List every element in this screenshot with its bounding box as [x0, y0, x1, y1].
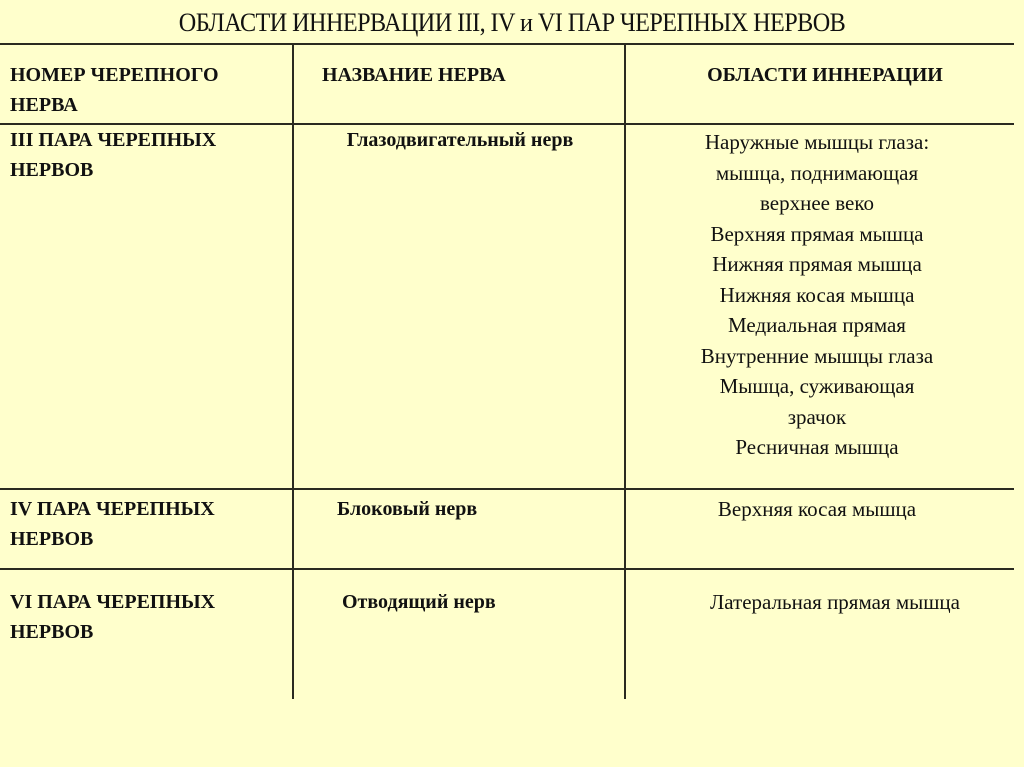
area-item: Медиальная прямая	[728, 313, 906, 337]
area-item: Верхняя прямая мышца	[710, 221, 924, 246]
nerve-name-cell: Отводящий нерв	[342, 591, 496, 613]
nerve-name-cell: Глазодвигательный нерв	[346, 129, 574, 151]
header-innervation-areas: ОБЛАСТИ ИННЕРАЦИИ	[707, 64, 943, 86]
pair-cell: IV ПАРА ЧЕРЕПНЫХ НЕРВОВ	[10, 498, 215, 550]
header-nerve-name: НАЗВАНИЕ НЕРВА	[322, 64, 506, 86]
area-item: Латеральная прямая мышца	[710, 590, 960, 614]
area-item: Наружные мышцы глаза:	[704, 130, 930, 154]
column-divider	[292, 43, 294, 699]
row-divider	[0, 488, 1014, 490]
row-divider	[0, 568, 1014, 570]
area-item: Мышца, суживающая	[719, 374, 915, 398]
area-item: зрачок	[787, 404, 847, 429]
area-item: Верхняя косая мышца	[717, 497, 917, 521]
pair-cell: VI ПАРА ЧЕРЕПНЫХ НЕРВОВ	[10, 591, 216, 643]
area-item: Ресничная мышца	[735, 435, 899, 459]
nerve-name-cell: Блоковый нерв	[337, 498, 478, 520]
area-item: мышца, поднимающая	[715, 160, 919, 185]
area-item: Нижняя прямая мышца	[712, 252, 922, 276]
page-title: ОБЛАСТИ ИННЕРВАЦИИ III, IV и VI ПАР ЧЕРЕПНЫХ НЕРВОВ	[178, 8, 846, 37]
pair-cell: III ПАРА ЧЕРЕПНЫХ НЕРВОВ	[10, 129, 217, 181]
area-item: верхнее веко	[760, 191, 874, 215]
area-item: Нижняя косая мышца	[719, 282, 915, 307]
area-item: Внутренние мышцы глаза	[700, 343, 934, 368]
areas-cell	[627, 127, 1007, 463]
header-nerve-number: НОМЕР ЧЕРЕПНОГО НЕРВА	[10, 64, 219, 116]
table-top-border	[0, 43, 1014, 45]
areas-cell	[645, 587, 1024, 618]
areas-cell	[627, 494, 1007, 525]
